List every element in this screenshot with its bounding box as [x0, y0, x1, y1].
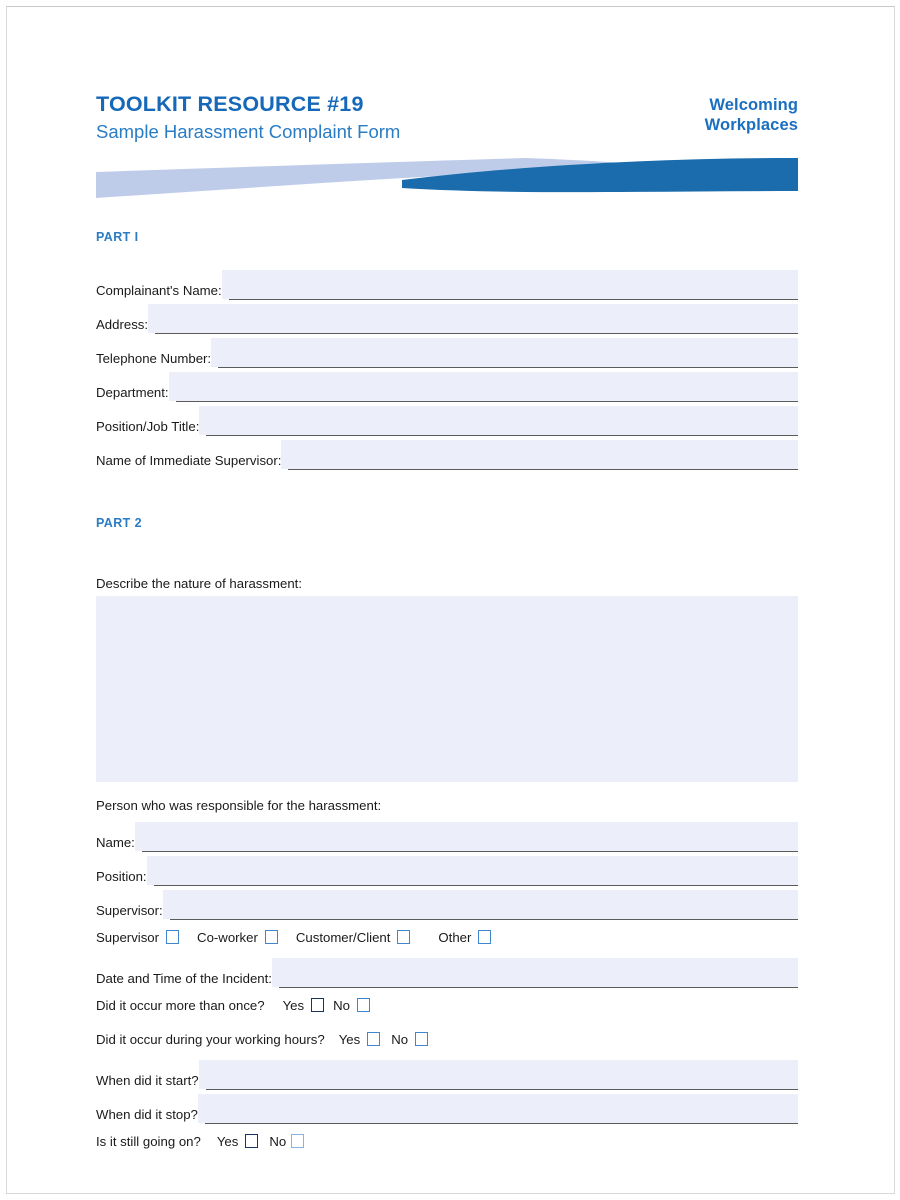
checkbox-other[interactable] [478, 930, 491, 944]
label-responsible-name: Name: [96, 836, 135, 852]
checkbox-label-working-hours-no: No [391, 1031, 409, 1047]
checkbox-label-more-than-once-no: No [333, 997, 350, 1013]
checkbox-co-worker[interactable] [265, 930, 278, 944]
textarea-nature-of-harassment[interactable] [96, 596, 798, 782]
input-complainant-name[interactable] [229, 270, 798, 300]
label-telephone-number: Telephone Number: [96, 352, 211, 368]
part-1-heading: PART I [96, 230, 139, 244]
checkbox-supervisor[interactable] [166, 930, 179, 944]
field-row-when-stop [96, 1090, 798, 1124]
checkbox-still-going-no[interactable] [291, 1134, 304, 1148]
input-responsible-name[interactable] [142, 822, 798, 852]
checkbox-label-customer-client: Customer/Client [295, 929, 391, 945]
label-when-stop: When did it stop? [96, 1108, 198, 1124]
checkbox-item-more-than-once-yes[interactable] [283, 998, 325, 1013]
question-row-more-than-once [96, 988, 798, 1022]
label-immediate-supervisor: Name of Immediate Supervisor: [96, 454, 281, 470]
checkbox-item-working-hours-yes[interactable] [339, 1032, 381, 1047]
field-row-responsible-supervisor [96, 886, 798, 920]
label-address: Address: [96, 318, 148, 334]
checkbox-label-still-going-yes: Yes [216, 1133, 239, 1149]
field-row-address [96, 300, 798, 334]
input-position-job-title[interactable] [206, 406, 798, 436]
checkbox-label-working-hours-yes: Yes [338, 1031, 361, 1047]
label-department: Department: [96, 386, 169, 402]
page-subtitle: Sample Harassment Complaint Form [96, 120, 401, 142]
question-more-than-once: Did it occur more than once? [96, 997, 265, 1013]
checkbox-label-supervisor: Supervisor [96, 929, 160, 945]
field-row-position-job-title [96, 402, 798, 436]
checkbox-more-than-once-no[interactable] [357, 998, 370, 1012]
relationship-checkbox-row [96, 920, 798, 954]
checkbox-more-than-once-yes[interactable] [311, 998, 324, 1012]
checkbox-item-other[interactable] [438, 930, 491, 945]
field-row-when-start [96, 1056, 798, 1090]
label-when-start: When did it start? [96, 1074, 199, 1090]
input-immediate-supervisor[interactable] [288, 440, 798, 470]
field-row-telephone-number [96, 334, 798, 368]
label-complainant-name: Complainant's Name: [96, 284, 222, 300]
input-responsible-supervisor[interactable] [170, 890, 798, 920]
checkbox-working-hours-yes[interactable] [367, 1032, 380, 1046]
form-content [96, 0, 798, 1158]
checkbox-item-still-going-yes[interactable] [217, 1134, 259, 1149]
input-when-stop[interactable] [205, 1094, 798, 1124]
field-row-incident-datetime [96, 954, 798, 988]
label-position-job-title: Position/Job Title: [96, 420, 199, 436]
field-row-responsible-name [96, 818, 798, 852]
field-row-complainant-name [96, 266, 798, 300]
label-person-responsible: Person who was responsible for the harassment: [96, 798, 382, 813]
brand-logo [705, 96, 798, 136]
label-responsible-position: Position: [96, 870, 147, 886]
checkbox-label-other: Other [438, 929, 472, 945]
input-responsible-position[interactable] [154, 856, 798, 886]
brand-line-1: Welcoming [709, 96, 798, 114]
field-row-department [96, 368, 798, 402]
swoosh-decoration-icon [96, 158, 798, 202]
field-row-responsible-position [96, 852, 798, 886]
checkbox-item-still-going-no[interactable] [269, 1134, 304, 1149]
checkbox-item-customer-client[interactable] [296, 930, 411, 945]
checkbox-still-going-yes[interactable] [245, 1134, 258, 1148]
input-when-start[interactable] [206, 1060, 798, 1090]
label-incident-datetime: Date and Time of the Incident: [96, 972, 272, 988]
label-nature-of-harassment: Describe the nature of harassment: [96, 576, 302, 591]
input-address[interactable] [155, 304, 798, 334]
question-working-hours: Did it occur during your working hours? [96, 1031, 325, 1047]
checkbox-label-co-worker: Co-worker [197, 929, 258, 945]
input-telephone-number[interactable] [218, 338, 798, 368]
checkbox-item-co-worker[interactable] [197, 930, 278, 945]
checkbox-customer-client[interactable] [397, 930, 410, 944]
part-2-heading: PART 2 [96, 516, 142, 530]
input-department[interactable] [176, 372, 798, 402]
question-row-working-hours [96, 1022, 798, 1056]
checkbox-label-still-going-no: No [269, 1133, 287, 1149]
page-title: TOOLKIT RESOURCE #19 [96, 92, 364, 116]
checkbox-item-more-than-once-no[interactable] [333, 998, 370, 1013]
title-block [96, 92, 400, 143]
brand-line-2: Workplaces [704, 115, 798, 134]
label-responsible-supervisor: Supervisor: [96, 904, 163, 920]
input-incident-datetime[interactable] [279, 958, 798, 988]
checkbox-item-supervisor[interactable] [96, 930, 179, 945]
question-row-still-going-on [96, 1124, 798, 1158]
question-still-going-on: Is it still going on? [96, 1133, 201, 1149]
checkbox-item-working-hours-no[interactable] [391, 1032, 428, 1047]
checkbox-working-hours-no[interactable] [415, 1032, 428, 1046]
checkbox-label-more-than-once-yes: Yes [282, 997, 305, 1013]
field-row-immediate-supervisor [96, 436, 798, 470]
